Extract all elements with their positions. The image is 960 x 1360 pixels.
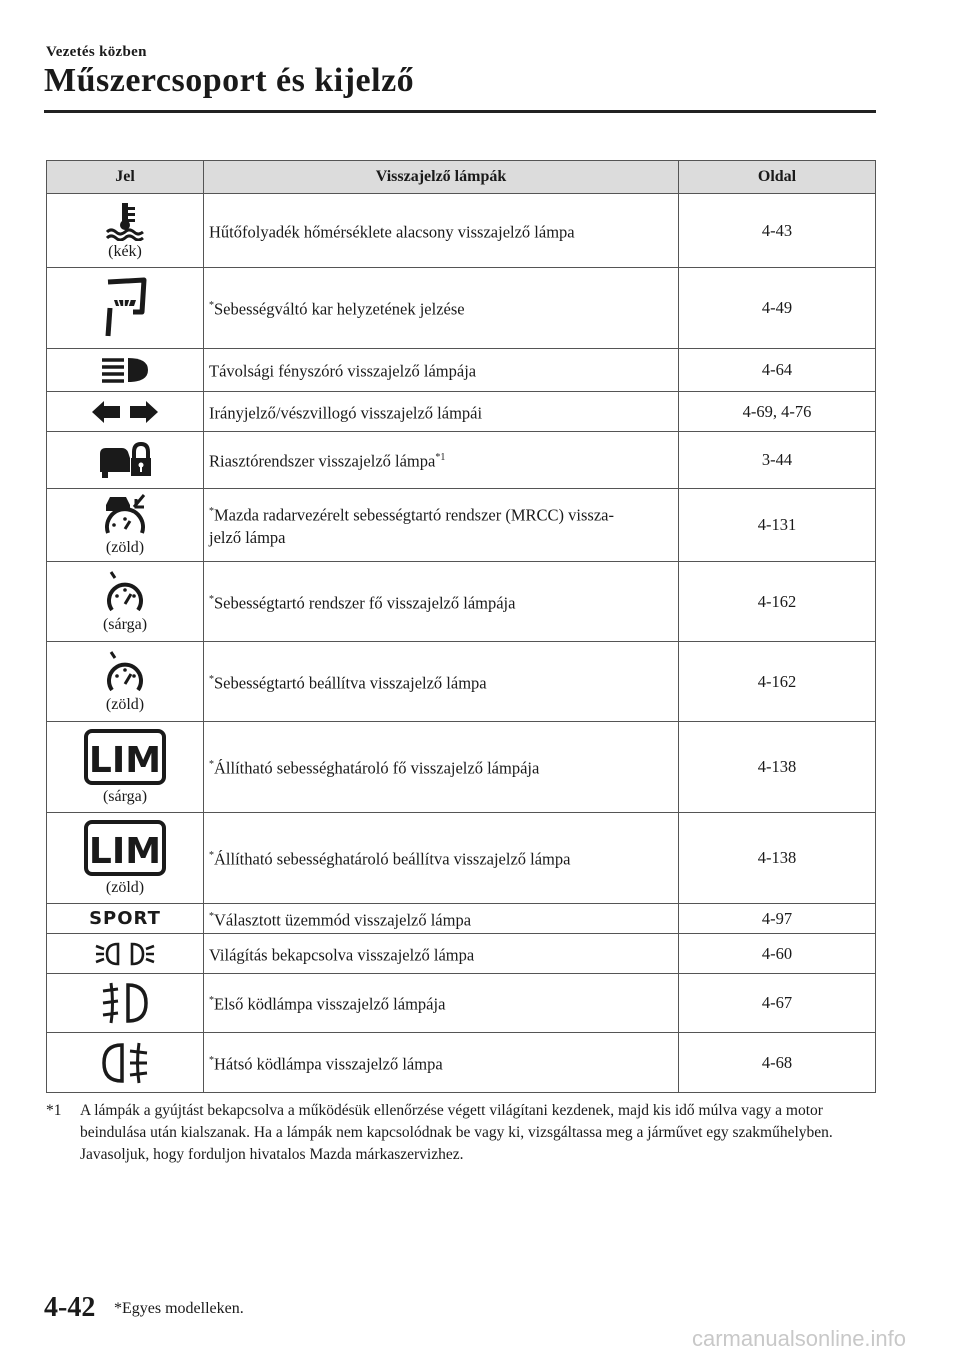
table-row (47, 268, 876, 349)
column-header-page: Oldal (679, 161, 876, 194)
symbol-cell (47, 642, 204, 722)
description-cell (204, 392, 679, 432)
footnote-ref: *1 (435, 452, 446, 464)
symbol-cell (47, 349, 204, 392)
column-header-symbol: Jel (47, 161, 204, 194)
lamp-description: Állítható sebességhatároló beállítva visszajelző lámpa (214, 849, 571, 869)
page-cell: 4-60 (679, 934, 876, 974)
page-cell: 4-49 (679, 268, 876, 349)
section-label: Vezetés közben (46, 44, 147, 60)
title-rule (44, 110, 876, 113)
lamp-description: Hátsó ködlámpa visszajelző lámpa (214, 1054, 443, 1074)
symbol-cell (47, 974, 204, 1033)
lights-on-icon (93, 940, 157, 968)
symbol-cell (47, 268, 204, 349)
symbol-cell (47, 722, 204, 813)
table-row (47, 392, 876, 432)
page-cell: 4-67 (679, 974, 876, 1033)
gear-shift-position-icon (100, 276, 150, 340)
sport-mode-icon: SPORT (89, 908, 161, 929)
svg-text:LIM: LIM (88, 740, 162, 781)
lamp-description-continued: jelző lámpa (209, 527, 286, 547)
lamp-description: Irányjelző/vészvillogó visszajelző lámpái (209, 403, 483, 423)
description-cell: *Állítható sebességhatároló fő visszajelző lámpája (204, 722, 679, 813)
symbol-cell (47, 489, 204, 562)
symbol-cell (47, 934, 204, 974)
page-cell: 4-64 (679, 349, 876, 392)
color-caption: (zöld) (105, 539, 145, 556)
page-cell: 3-44 (679, 432, 876, 489)
table-row (47, 974, 876, 1033)
lamp-description: Első ködlámpa visszajelző lámpája (214, 994, 446, 1014)
description-cell (204, 934, 679, 974)
description-cell: *Választott üzemmód visszajelző lámpa (204, 904, 679, 934)
table-row (47, 813, 876, 904)
page-cell: 4-162 (679, 562, 876, 642)
speed-limiter-lim-icon (83, 728, 167, 786)
lamp-description: Választott üzemmód visszajelző lámpa (214, 910, 472, 930)
model-footnote: *Egyes modelleken. (114, 1300, 244, 1317)
page-cell: 4-138 (679, 813, 876, 904)
description-cell: *Első ködlámpa visszajelző lámpája (204, 974, 679, 1033)
description-cell: *Hátsó ködlámpa visszajelző lámpa (204, 1033, 679, 1093)
cruise-control-icon (103, 650, 147, 694)
column-header-lamps: Visszajelző lámpák (204, 161, 679, 194)
table-row (47, 349, 876, 392)
footnote-marker: *1 (46, 1102, 62, 1119)
description-cell: *Sebességváltó kar helyzetének jelzése (204, 268, 679, 349)
indicator-lamps-table (46, 160, 876, 1093)
rear-fog-light-icon (100, 1041, 150, 1085)
footnote-text: A lámpák a gyújtást bekapcsolva a működésük ellenőrzése végett világítani kezdenek, majd kis idő múlva vagy a motor beindulása után kialszanak. Ha a lámpák nem kapcsolódnak be vagy ki, vizsgáltassa meg a járművet egy szakműhelyben. Javasoljuk, hogy forduljon hivatalos Mazda márkaszervizhez. (80, 1102, 833, 1163)
symbol-cell (47, 194, 204, 268)
coolant-temperature-icon (103, 201, 147, 241)
lamp-description: Állítható sebességhatároló fő visszajelző lámpája (214, 758, 540, 778)
symbol-cell (47, 813, 204, 904)
svg-text:LIM: LIM (88, 831, 162, 872)
turn-signal-arrows-icon (90, 398, 160, 426)
symbol-cell (47, 904, 204, 934)
symbol-cell (47, 562, 204, 642)
color-caption: (kék) (108, 242, 142, 260)
table-row (47, 432, 876, 489)
table-header-row (47, 161, 876, 194)
lamp-description: Sebességtartó rendszer fő visszajelző lámpája (214, 593, 516, 613)
page-cell: 4-162 (679, 642, 876, 722)
symbol-cell (47, 392, 204, 432)
description-cell: *Sebességtartó beállítva visszajelző lámpa (204, 642, 679, 722)
table-row (47, 1033, 876, 1093)
page-cell: 4-131 (679, 489, 876, 562)
color-caption: (sárga) (102, 615, 148, 633)
color-caption: (sárga) (102, 788, 148, 805)
table-row (47, 489, 876, 562)
front-fog-light-icon (100, 981, 150, 1025)
watermark: carmanualsonline.info (692, 1326, 907, 1351)
cruise-control-icon (103, 570, 147, 614)
page-number: 4-42 (44, 1292, 96, 1323)
description-cell (204, 194, 679, 268)
table-row (47, 904, 876, 934)
symbol-cell (47, 432, 204, 489)
page-cell: 4-69, 4-76 (679, 392, 876, 432)
symbol-cell (47, 1033, 204, 1093)
description-cell: *Sebességtartó rendszer fő visszajelző lámpája (204, 562, 679, 642)
table-row (47, 562, 876, 642)
footnote (46, 1100, 866, 1166)
page-cell: 4-97 (679, 904, 876, 934)
lamp-description: Riasztórendszer visszajelző lámpa (209, 451, 436, 471)
lamp-description: Sebességtartó beállítva visszajelző lámpa (214, 673, 487, 693)
high-beam-icon (98, 355, 152, 385)
lamp-description: Távolsági fényszóró visszajelző lámpája (209, 361, 477, 381)
description-cell (204, 349, 679, 392)
description-cell (204, 432, 679, 489)
page-title: Műszercsoport és kijelző (44, 62, 415, 99)
table-row (47, 934, 876, 974)
page-cell: 4-138 (679, 722, 876, 813)
table-row (47, 642, 876, 722)
color-caption: (zöld) (105, 879, 145, 896)
security-alarm-icon (96, 440, 154, 480)
description-cell: *Mazda radarvezérelt sebességtartó rendszer (MRCC) vissza- jelző lámpa (204, 489, 679, 562)
lamp-description: Világítás bekapcsolva visszajelző lámpa (209, 945, 475, 965)
lamp-description: Sebességváltó kar helyzetének jelzése (214, 299, 465, 319)
lamp-description: Hűtőfolyadék hőmérséklete alacsony visszajelző lámpa (209, 222, 575, 242)
table-row (47, 722, 876, 813)
page-cell: 4-68 (679, 1033, 876, 1093)
page-cell: 4-43 (679, 194, 876, 268)
lamp-description: Mazda radarvezérelt sebességtartó rendszer (MRCC) vissza- (214, 505, 614, 525)
description-cell: *Állítható sebességhatároló beállítva visszajelző lámpa (204, 813, 679, 904)
speed-limiter-lim-icon (83, 819, 167, 877)
color-caption: (zöld) (105, 695, 145, 713)
table-row (47, 194, 876, 268)
mrcc-radar-cruise-icon (100, 493, 150, 537)
